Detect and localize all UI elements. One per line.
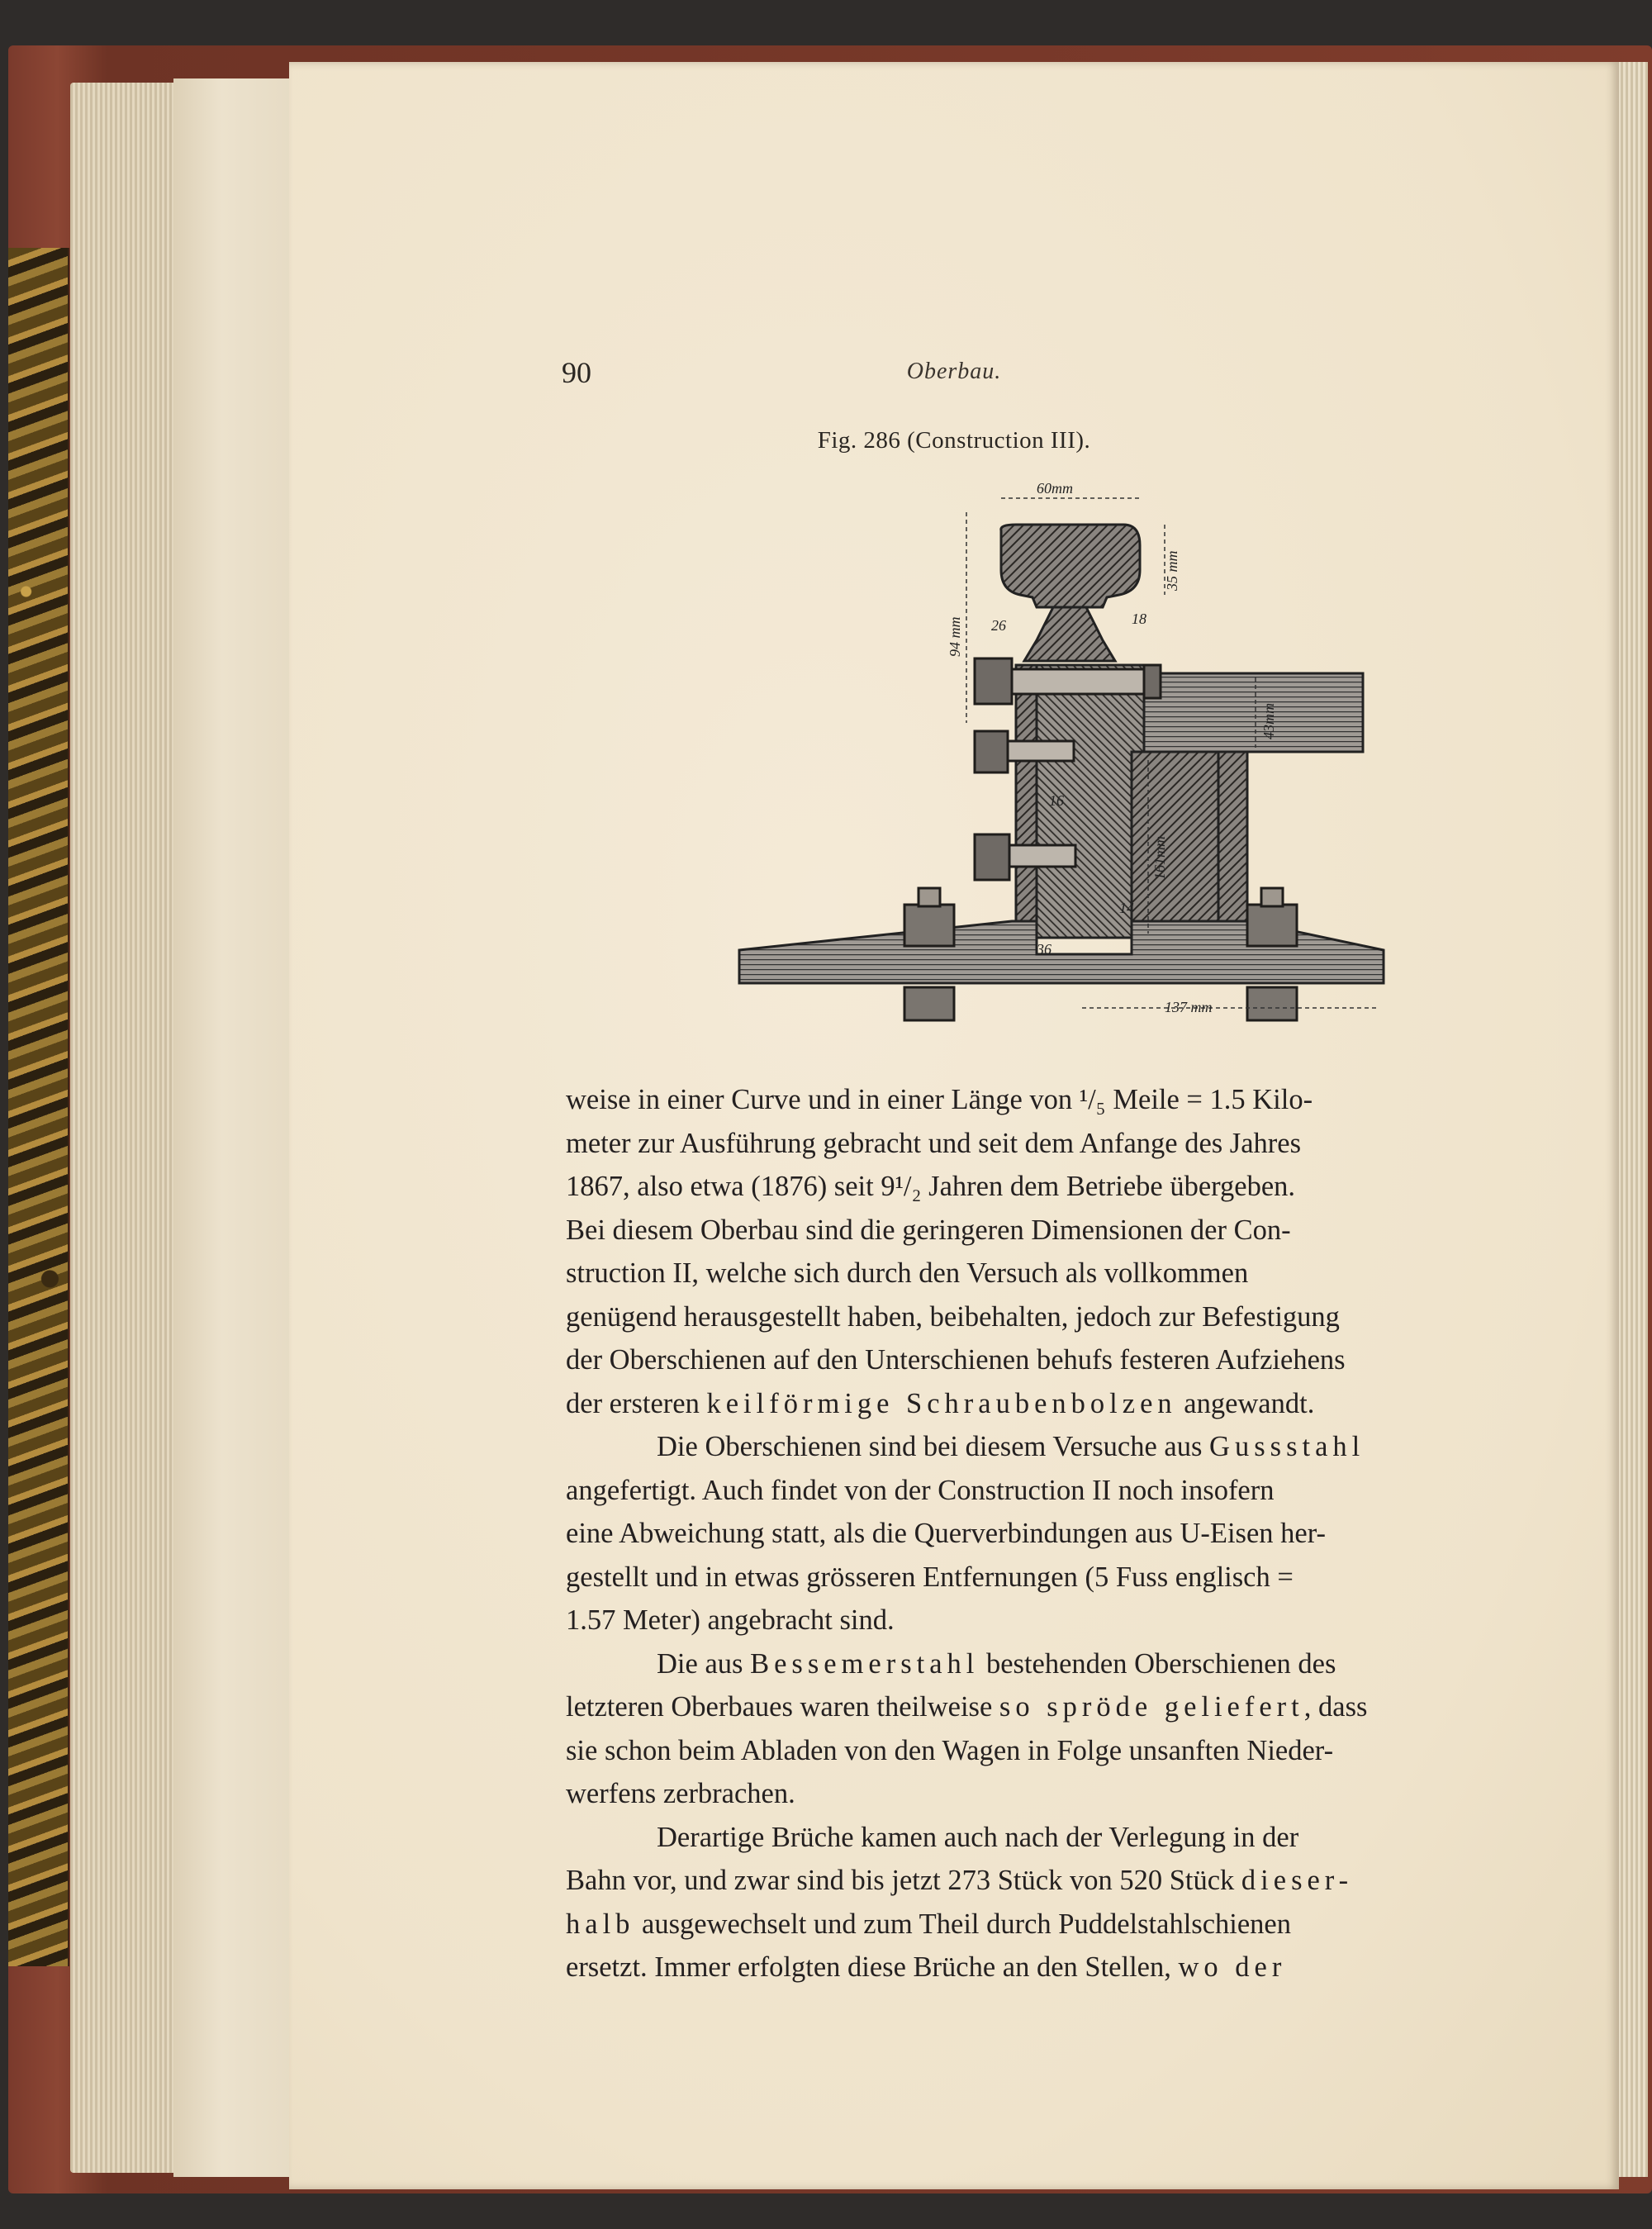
dimension-web-height: 43mm — [1260, 703, 1277, 739]
text-line: sie schon beim Abladen von den Wagen in Folge unsanften Nieder- — [566, 1734, 1334, 1766]
text-line: werfens zerbrachen. — [566, 1778, 795, 1809]
dimension-a: 26 — [991, 617, 1006, 634]
text-line: struction II, welche sich durch den Versuch als vollkommen — [566, 1257, 1249, 1289]
text-line: 1.57 Meter) angebracht sind. — [566, 1604, 895, 1636]
text-line: bestehenden Oberschienen des — [979, 1647, 1336, 1680]
text-line: ausgewechselt und zum Theil durch Puddelstahlschienen — [634, 1908, 1291, 1940]
emphasis: halb — [566, 1908, 635, 1940]
paragraph-3 — [566, 1642, 1462, 1816]
dimension-e: 16 — [1049, 792, 1064, 809]
right-angle — [1218, 752, 1247, 938]
body-text — [566, 1078, 1462, 1989]
emphasis: so spröde geliefert — [999, 1691, 1304, 1723]
text-line: Bahn vor, und zwar sind bis jetzt 273 Stück von 520 Stück — [566, 1865, 1241, 1896]
rail-web — [1024, 607, 1115, 661]
emphasis: keilförmige Schraubenbolzen — [706, 1387, 1177, 1419]
text-line: gestellt und in etwas grösseren Entfernungen (5 Fuss englisch = — [566, 1561, 1294, 1593]
emphasis: Bessemerstahl — [750, 1647, 980, 1680]
dimension-base-width: 137 mm — [1165, 999, 1213, 1015]
text-line: ersetzt. Immer erfolgten diese Brüche an den Stellen, — [566, 1951, 1179, 1983]
dimension-b: 18 — [1132, 611, 1146, 627]
inner-member — [1132, 752, 1231, 938]
dimension-body-height: 161mm — [1151, 836, 1168, 880]
text-line: letzteren Oberbaues waren theilweise — [566, 1691, 999, 1723]
text-line: Die aus — [657, 1647, 751, 1680]
figure-caption: Fig. 286 (Construction III). — [817, 427, 1091, 454]
emphasis: Gussstahl — [1209, 1431, 1365, 1462]
text-line: genügend herausgestellt haben, beibehalten, jedoch zur Befestigung — [566, 1300, 1340, 1333]
text-line: eine Abweichung statt, als die Querverbindungen aus U-Eisen her- — [566, 1518, 1326, 1549]
emphasis: wo der — [1178, 1951, 1287, 1983]
left-page-stack — [70, 83, 178, 2173]
dimension-d: 36 — [1037, 941, 1051, 958]
text-line: Die Oberschienen sind bei diesem Versuche aus — [657, 1431, 1210, 1462]
text-line: angewandt. — [1176, 1387, 1315, 1419]
paragraph-2 — [566, 1425, 1462, 1642]
text-line: Derartige Brüche kamen auch nach der Verlegung in der — [657, 1821, 1299, 1853]
text-line: Bei diesem Oberbau sind die geringeren Dimensionen der Con- — [566, 1214, 1291, 1246]
dimension-top-width: 60mm — [1037, 480, 1073, 497]
dimension-head-height: 35 mm — [1164, 550, 1180, 591]
dimension-rail-height: 94 mm — [947, 616, 963, 657]
text-line: meter zur Ausführung gebracht und seit dem Anfange des Jahres — [566, 1127, 1302, 1159]
text-line: der Oberschienen auf den Unterschienen behufs festeren Aufziehens — [566, 1344, 1346, 1376]
paragraph-4 — [566, 1816, 1462, 1989]
dimension-c: 14 — [1119, 900, 1134, 916]
running-head: Oberbau. — [906, 359, 1002, 384]
emphasis: dieser- — [1241, 1865, 1354, 1896]
text-line: angefertigt. Auch findet von der Construction II noch insofern — [566, 1474, 1275, 1506]
text-line: 1867, also etwa (1876) seit 9¹/₂ Jahren dem Betriebe übergeben. — [566, 1171, 1296, 1202]
paragraph-1 — [566, 1078, 1462, 1425]
left-angle — [1016, 665, 1037, 938]
rail-cross-section-figure — [289, 62, 1619, 1053]
left-page-margin — [173, 78, 293, 2177]
book-page — [289, 62, 1619, 2189]
text-line: weise in einer Curve und in einer Länge von ¹/₅ Meile = 1.5 Kilo- — [566, 1084, 1313, 1115]
text-line: , dass — [1303, 1691, 1368, 1723]
marbled-page-edge — [8, 248, 69, 1966]
page-number: 90 — [562, 356, 591, 389]
text-line: der ersteren — [566, 1387, 707, 1419]
rail-head — [1001, 525, 1140, 607]
